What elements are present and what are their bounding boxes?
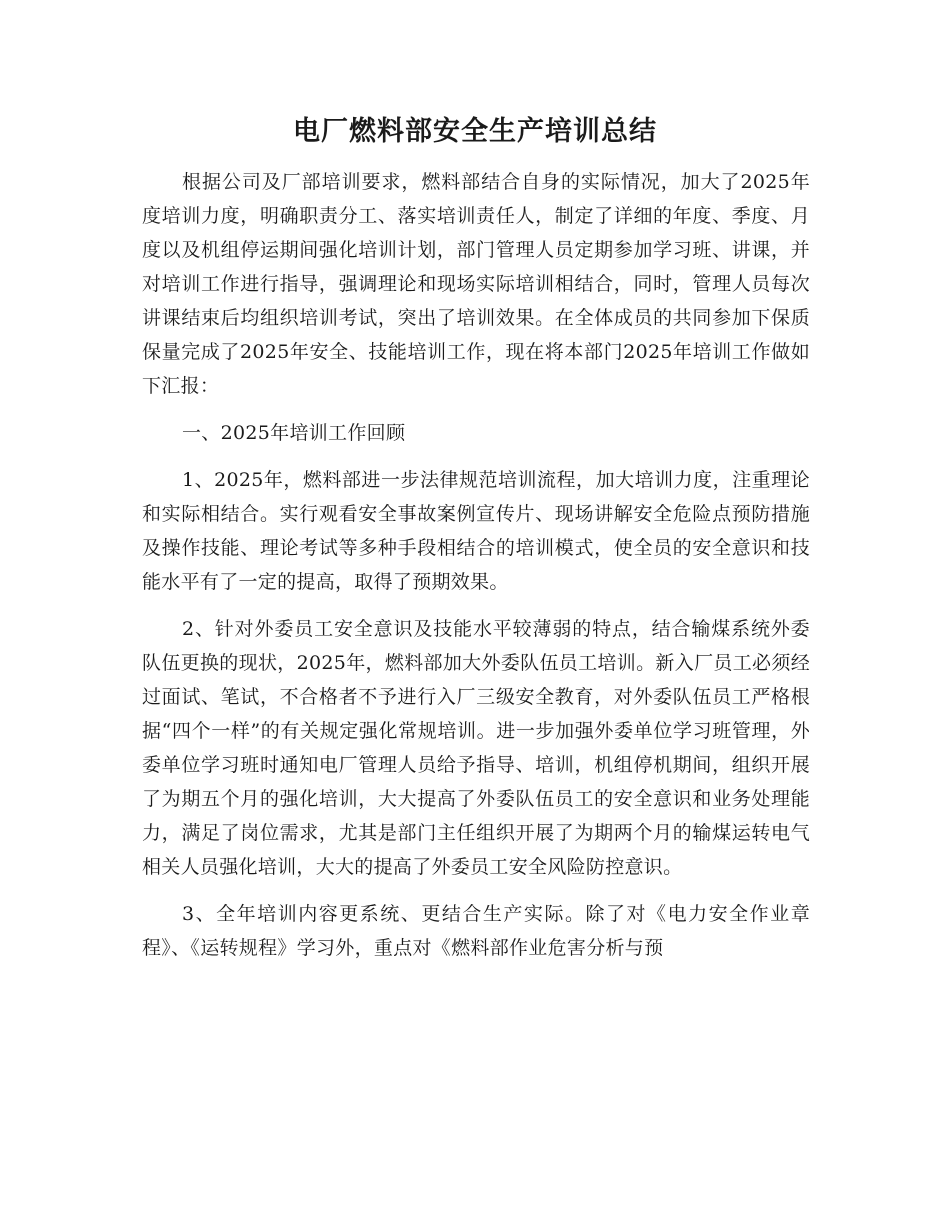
section-heading-review: 一、2025年培训工作回顾 bbox=[182, 422, 406, 444]
document-title: 电厂燃料部安全生产培训总结 bbox=[293, 116, 657, 147]
paragraph-intro: 根据公司及厂部培训要求，燃料部结合自身的实际情况，加大了2025年度培训力度，明确职责分工、落实培训责任人，制定了详细的年度、季度、月度以及机组停运期间强化培训计划，部门管理人员定期参加学习班、讲课，并对培训工作进行指导，强调理论和现场实际培训相结合，同时，管理人员每次讲课结束后均组织培训考试，突出了培训效果。在全体成员的共同参加下保质保量完成了2025年安全、技能培训工作，现在将本部门2025年培训工作做如下汇报： bbox=[142, 171, 810, 397]
paragraph-item-3: 3、全年培训内容更系统、更结合生产实际。除了对《电力安全作业章程》、《运转规程》学习外，重点对《燃料部作业危害分析与预 bbox=[142, 903, 810, 959]
document-body bbox=[142, 165, 810, 965]
paragraph-item-2: 2、针对外委员工安全意识及技能水平较薄弱的特点，结合输煤系统外委队伍更换的现状，2025年，燃料部加大外委队伍员工培训。新入厂员工必须经过面试、笔试，不合格者不予进行入厂三级安全教育，对外委队伍员工严格根据“四个一样”的有关规定强化常规培训。进一步加强外委单位学习班管理，外委单位学习班时通知电厂管理人员给予指导、培训，机组停机期间，组织开展了为期五个月的强化培训，大大提高了外委队伍员工的安全意识和业务处理能力，满足了岗位需求，尤其是部门主任组织开展了为期两个月的输煤运转电气相关人员强化培训，大大的提高了外委员工安全风险防控意识。 bbox=[142, 618, 810, 878]
paragraph-item-1: 1、2025年，燃料部进一步法律规范培训流程，加大培训力度，注重理论和实际相结合。实行观看安全事故案例宣传片、现场讲解安全危险点预防措施及操作技能、理论考试等多种手段相结合的培训模式，使全员的安全意识和技能水平有了一定的提高，取得了预期效果。 bbox=[142, 469, 810, 593]
